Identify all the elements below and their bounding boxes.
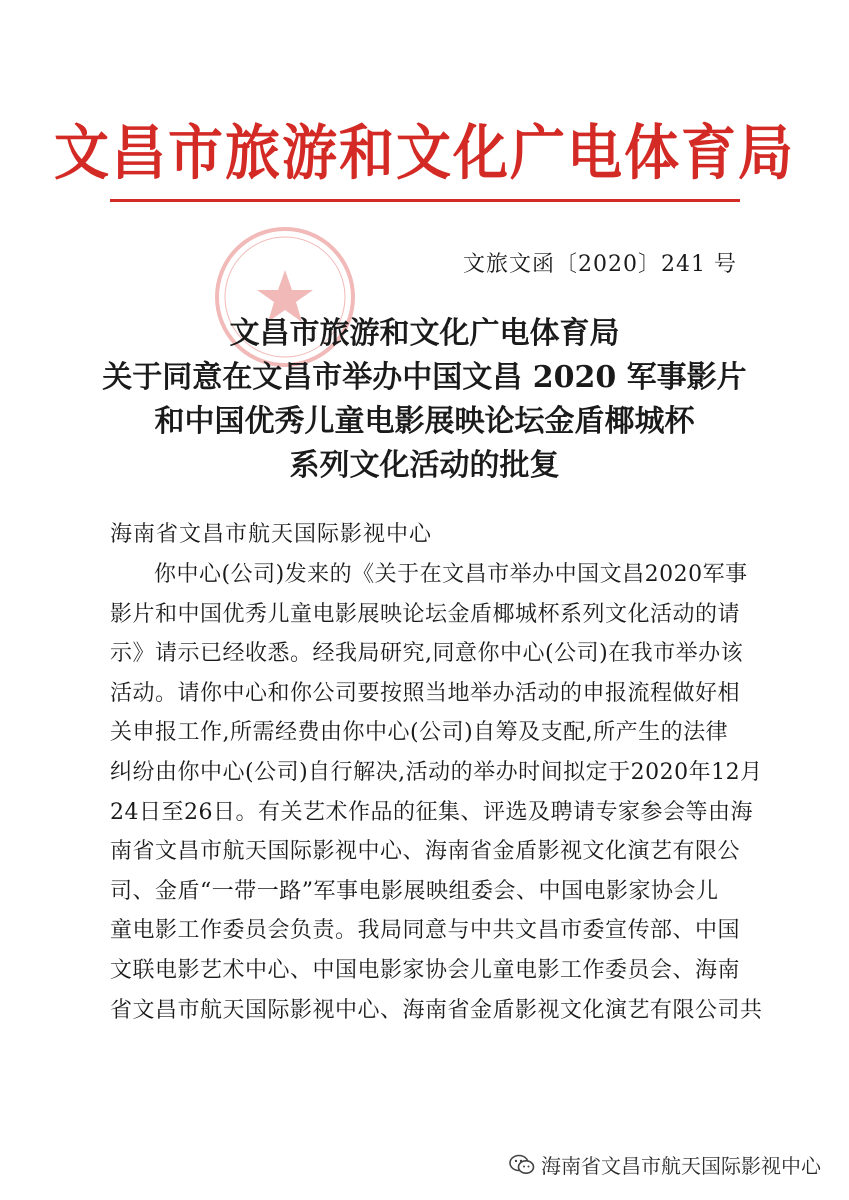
watermark-text: 海南省文昌市航天国际影视中心 — [541, 1154, 821, 1178]
document-title — [0, 312, 849, 488]
body-line: 文联电影艺术中心、中国电影家协会儿童电影工作委员会、海南 — [110, 957, 741, 983]
body-line: 示》请示已经收悉。经我局研究,同意你中心(公司)在我市举办该 — [110, 641, 744, 667]
body-line: 南省文昌市航天国际影视中心、海南省金盾影视文化演艺有限公 — [110, 839, 741, 865]
title-line: 关于同意在文昌市举办中国文昌 2020 军事影片 — [102, 360, 747, 395]
letterhead-title: 文昌市旅游和文化广电体育局 — [53, 118, 795, 188]
wechat-icon — [509, 1153, 535, 1177]
title-line: 和中国优秀儿童电影展映论坛金盾椰城杯 — [154, 404, 695, 439]
body-line: 24日至26日。有关艺术作品的征集、评选及聘请专家参会等由海 — [110, 799, 753, 825]
body-line: 关申报工作,所需经费由你中心(公司)自筹及支配,所产生的法律 — [110, 720, 729, 746]
body-line: 省文昌市航天国际影视中心、海南省金盾影视文化演艺有限公司共 — [110, 997, 763, 1023]
document-number: 文旅文函〔2020〕241 号 — [463, 252, 737, 277]
body-line: 影片和中国优秀儿童电影展映论坛金盾椰城杯系列文化活动的请 — [110, 601, 741, 627]
body-line: 活动。请你中心和你公司要按照当地举办活动的申报流程做好相 — [110, 680, 741, 706]
body-line: 童电影工作委员会负责。我局同意与中共文昌市委宣传部、中国 — [110, 918, 741, 944]
body-line: 司、金盾“一带一路”军事电影展映组委会、中国电影家协会儿 — [110, 878, 719, 904]
letterhead-red-rule — [110, 199, 740, 202]
body-line: 你中心(公司)发来的《关于在文昌市举办中国文昌2020军事 — [154, 562, 748, 587]
title-line: 系列文化活动的批复 — [289, 448, 560, 483]
addressee: 海南省文昌市航天国际影视中心 — [110, 522, 433, 547]
body-paragraph — [110, 555, 763, 1030]
wechat-watermark — [509, 1150, 821, 1179]
title-line: 文昌市旅游和文化广电体育局 — [229, 316, 620, 351]
body-line: 纠纷由你中心(公司)自行解决,活动的举办时间拟定于2020年12月 — [110, 759, 763, 785]
